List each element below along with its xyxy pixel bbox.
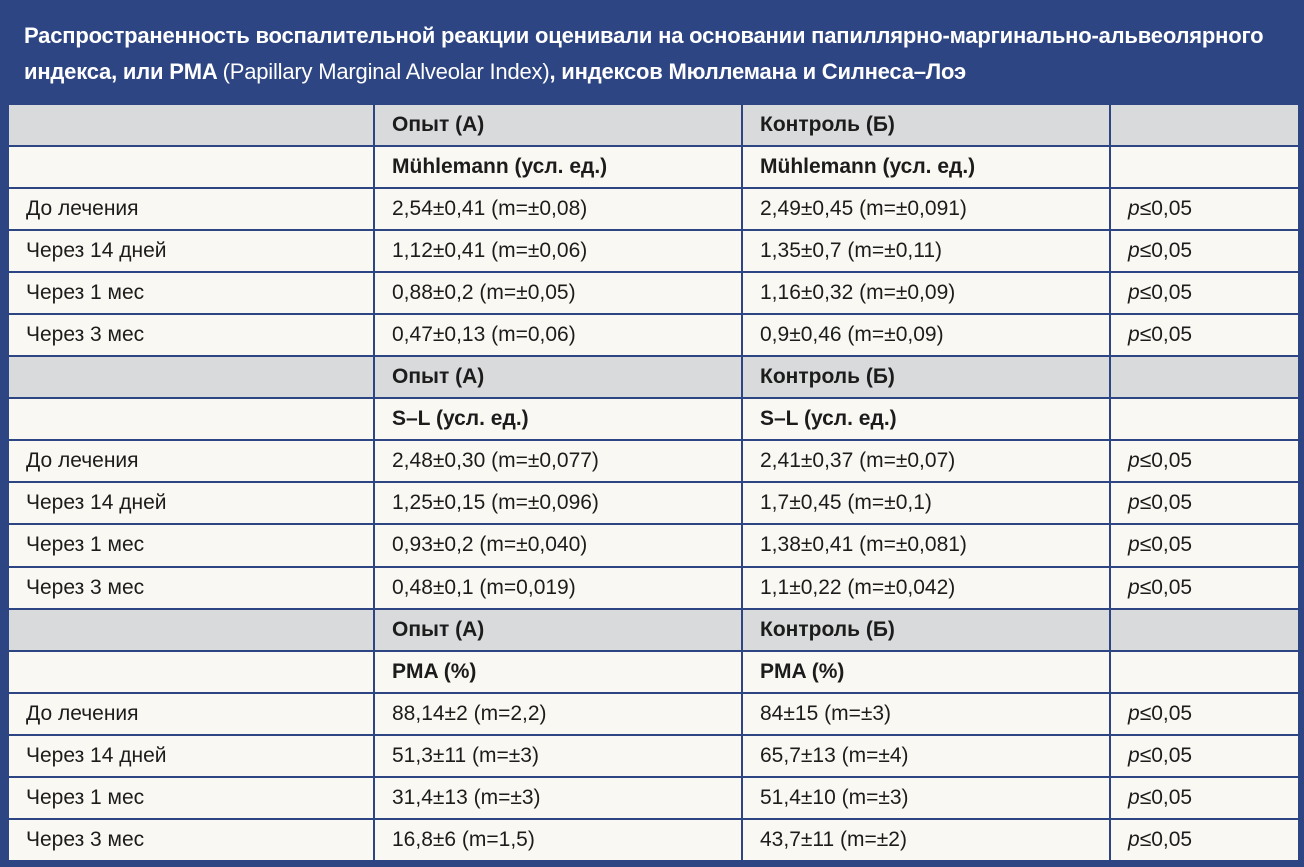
p-value: [1110, 188, 1299, 230]
empty-cell: [1110, 146, 1299, 188]
p-symbol: p: [1128, 323, 1140, 347]
p-value: [1110, 777, 1299, 819]
p-symbol: p: [1128, 533, 1140, 557]
table-row: [8, 272, 1299, 314]
table-row: [8, 230, 1299, 272]
value-a: 16,8±6 (m=1,5): [374, 819, 742, 861]
value-a: 0,48±0,1 (m=0,019): [374, 567, 742, 609]
value-a: 2,48±0,30 (m=±0,077): [374, 440, 742, 482]
value-a: 1,12±0,41 (m=±0,06): [374, 230, 742, 272]
group-header-row: [8, 104, 1299, 146]
table-row: [8, 524, 1299, 566]
p-threshold: ≤0,05: [1139, 197, 1193, 221]
unit-header-row: [8, 146, 1299, 188]
row-label: До лечения: [8, 693, 374, 735]
p-symbol: p: [1128, 239, 1140, 263]
p-value: [1110, 230, 1299, 272]
p-symbol: p: [1128, 491, 1140, 515]
p-threshold: ≤0,05: [1139, 785, 1193, 809]
table-row: [8, 819, 1299, 861]
p-symbol: p: [1128, 701, 1140, 725]
title-normal-part: (Papillary Marginal Alveolar Index): [222, 59, 550, 84]
value-a: 88,14±2 (m=2,2): [374, 693, 742, 735]
p-symbol: p: [1128, 449, 1140, 473]
empty-cell: [1110, 356, 1299, 398]
value-b: 1,38±0,41 (m=±0,081): [742, 524, 1110, 566]
table-row: [8, 693, 1299, 735]
empty-cell: [8, 104, 374, 146]
empty-cell: [8, 609, 374, 651]
p-symbol: p: [1128, 827, 1140, 851]
value-b: 43,7±11 (m=±2): [742, 819, 1110, 861]
group-a-header: Опыт (А): [374, 356, 742, 398]
empty-cell: [8, 356, 374, 398]
table-row: [8, 188, 1299, 230]
value-b: 1,16±0,32 (m=±0,09): [742, 272, 1110, 314]
empty-cell: [8, 398, 374, 440]
empty-cell: [1110, 651, 1299, 693]
value-b: 51,4±10 (m=±3): [742, 777, 1110, 819]
table-row: [8, 440, 1299, 482]
value-b: 65,7±13 (m=±4): [742, 735, 1110, 777]
value-b: 2,49±0,45 (m=±0,091): [742, 188, 1110, 230]
empty-cell: [1110, 398, 1299, 440]
row-label: Через 1 мес: [8, 524, 374, 566]
p-symbol: p: [1128, 197, 1140, 221]
table-row: [8, 567, 1299, 609]
group-b-header: Контроль (Б): [742, 356, 1110, 398]
group-b-header: Контроль (Б): [742, 104, 1110, 146]
row-label: Через 3 мес: [8, 567, 374, 609]
row-label: Через 3 мес: [8, 819, 374, 861]
p-threshold: ≤0,05: [1139, 491, 1193, 515]
row-label: До лечения: [8, 440, 374, 482]
table-row: [8, 777, 1299, 819]
p-threshold: ≤0,05: [1139, 743, 1193, 767]
value-a: 0,47±0,13 (m=0,06): [374, 314, 742, 356]
group-a-header: Опыт (А): [374, 609, 742, 651]
value-b: 2,41±0,37 (m=±0,07): [742, 440, 1110, 482]
title-bold-part-1: Распространенность воспалительной реакции оценивали на основании папиллярно-маргинально-альвеолярного индекса, или PMA: [24, 23, 1264, 84]
p-threshold: ≤0,05: [1139, 449, 1193, 473]
p-symbol: p: [1128, 743, 1140, 767]
row-label: Через 3 мес: [8, 314, 374, 356]
empty-cell: [8, 651, 374, 693]
row-label: Через 1 мес: [8, 777, 374, 819]
empty-cell: [1110, 609, 1299, 651]
unit-b-header: S–L (усл. ед.): [742, 398, 1110, 440]
p-threshold: ≤0,05: [1139, 827, 1193, 851]
value-a: 31,4±13 (m=±3): [374, 777, 742, 819]
p-value: [1110, 440, 1299, 482]
p-value: [1110, 314, 1299, 356]
table-row: [8, 735, 1299, 777]
unit-a-header: Mühlemann (усл. ед.): [374, 146, 742, 188]
value-a: 0,88±0,2 (m=±0,05): [374, 272, 742, 314]
row-label: Через 14 дней: [8, 735, 374, 777]
table-title: [24, 18, 1286, 90]
results-table: [7, 103, 1300, 862]
value-a: 0,93±0,2 (m=±0,040): [374, 524, 742, 566]
group-a-header: Опыт (А): [374, 104, 742, 146]
p-value: [1110, 819, 1299, 861]
p-threshold: ≤0,05: [1139, 701, 1193, 725]
empty-cell: [1110, 104, 1299, 146]
unit-a-header: S–L (усл. ед.): [374, 398, 742, 440]
p-value: [1110, 272, 1299, 314]
unit-header-row: [8, 398, 1299, 440]
empty-cell: [8, 146, 374, 188]
p-threshold: ≤0,05: [1139, 239, 1193, 263]
table-row: [8, 314, 1299, 356]
p-value: [1110, 482, 1299, 524]
row-label: До лечения: [8, 188, 374, 230]
p-threshold: ≤0,05: [1139, 281, 1193, 305]
p-value: [1110, 735, 1299, 777]
p-value: [1110, 567, 1299, 609]
value-b: 84±15 (m=±3): [742, 693, 1110, 735]
table-row: [8, 482, 1299, 524]
row-label: Через 14 дней: [8, 230, 374, 272]
group-b-header: Контроль (Б): [742, 609, 1110, 651]
value-a: 2,54±0,41 (m=±0,08): [374, 188, 742, 230]
p-value: [1110, 524, 1299, 566]
group-header-row: [8, 356, 1299, 398]
row-label: Через 14 дней: [8, 482, 374, 524]
p-symbol: p: [1128, 575, 1140, 599]
unit-a-header: PMA (%): [374, 651, 742, 693]
p-threshold: ≤0,05: [1139, 323, 1193, 347]
value-b: 1,7±0,45 (m=±0,1): [742, 482, 1110, 524]
p-symbol: p: [1128, 785, 1140, 809]
value-a: 51,3±11 (m=±3): [374, 735, 742, 777]
p-symbol: p: [1128, 281, 1140, 305]
unit-header-row: [8, 651, 1299, 693]
value-b: 1,1±0,22 (m=±0,042): [742, 567, 1110, 609]
value-b: 1,35±0,7 (m=±0,11): [742, 230, 1110, 272]
row-label: Через 1 мес: [8, 272, 374, 314]
value-a: 1,25±0,15 (m=±0,096): [374, 482, 742, 524]
value-b: 0,9±0,46 (m=±0,09): [742, 314, 1110, 356]
p-threshold: ≤0,05: [1139, 533, 1193, 557]
group-header-row: [8, 609, 1299, 651]
unit-b-header: Mühlemann (усл. ед.): [742, 146, 1110, 188]
p-value: [1110, 693, 1299, 735]
title-bold-part-2: , индексов Мюллемана и Силнеса–Лоэ: [549, 59, 966, 84]
p-threshold: ≤0,05: [1139, 575, 1193, 599]
unit-b-header: PMA (%): [742, 651, 1110, 693]
results-table-body: [8, 104, 1299, 861]
